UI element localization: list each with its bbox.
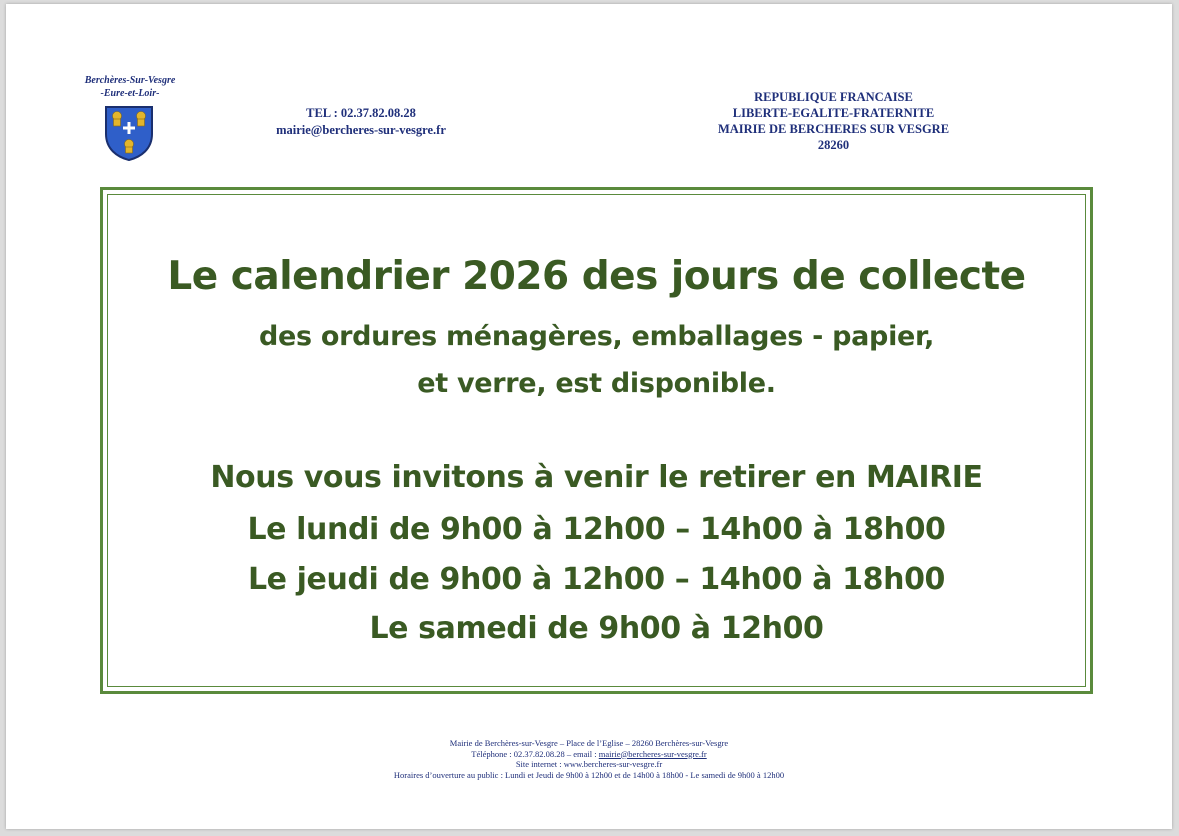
contact-email: mairie@bercheres-sur-vesgre.fr <box>276 123 446 137</box>
page-footer <box>6 738 1172 780</box>
footer-email-link[interactable]: mairie@bercheres-sur-vesgre.fr <box>598 748 707 759</box>
notice-frame <box>100 187 1093 694</box>
notice-invite: Nous vous invitons à venir le retirer en MAIRIE <box>210 460 983 495</box>
footer-phone: Téléphone : 02.37.82.08.28 – email : <box>471 748 599 759</box>
department-name: -Eure-et-Loir- <box>100 88 160 99</box>
postal-code: 28260 <box>817 138 850 152</box>
motto-line: LIBERTE-EGALITE-FRATERNITE <box>732 106 935 120</box>
notice-headline: Le calendrier 2026 des jours de collecte <box>167 254 1026 299</box>
hours-saturday: Le samedi de 9h00 à 12h00 <box>369 611 824 646</box>
hours-thursday: Le jeudi de 9h00 à 12h00 – 14h00 à 18h00 <box>247 562 946 597</box>
notice-subline-1: des ordures ménagères, emballages - papier, <box>258 321 935 352</box>
hours-monday: Le lundi de 9h00 à 12h00 – 14h00 à 18h00 <box>247 512 946 547</box>
republic-block <box>686 89 981 153</box>
document-page <box>6 4 1172 829</box>
footer-website: Site internet : www.bercheres-sur-vesgre.fr <box>515 759 663 769</box>
town-heading <box>66 74 194 100</box>
footer-opening-hours: Horaires d’ouverture au public : Lundi et Jeudi de 9h00 à 12h00 et de 14h00 à 18h00 - Le samedi de 9h00 à 12h00 <box>393 769 785 780</box>
footer-address: Mairie de Berchères-sur-Vesgre – Place de l’Eglise – 28260 Berchères-sur-Vesgre <box>449 738 729 748</box>
coat-of-arms-icon <box>103 104 155 162</box>
notice-subline-2: et verre, est disponible. <box>417 368 776 399</box>
mairie-line: MAIRIE DE BERCHERES SUR VESGRE <box>717 122 950 136</box>
footer-contact <box>6 749 1172 760</box>
telephone: TEL : 02.37.82.08.28 <box>306 106 416 120</box>
contact-block <box>246 105 476 139</box>
town-name: Berchères-Sur-Vesgre <box>84 75 176 86</box>
republic-line: REPUBLIQUE FRANCAISE <box>754 90 913 104</box>
